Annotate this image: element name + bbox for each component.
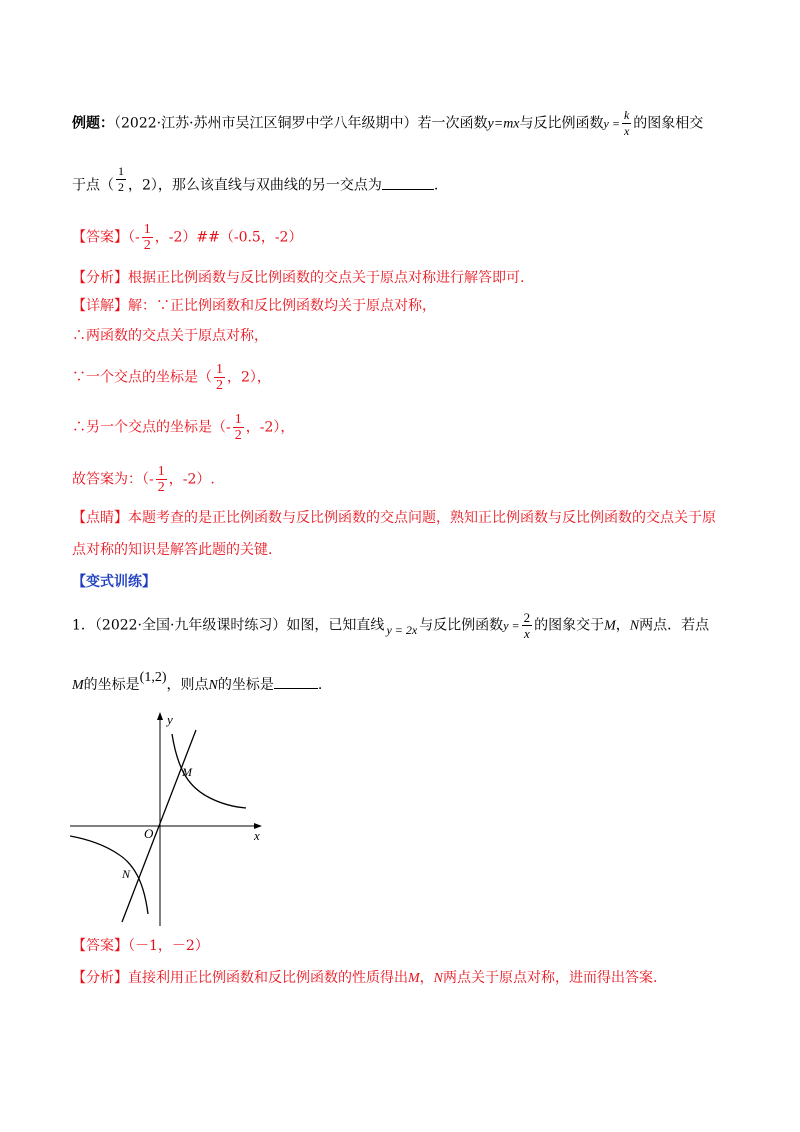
answer-fraction: $\frac{1}{2}$ <box>143 222 151 253</box>
analysis2-line: 【分析】直接利用正比例函数和反比例函数的性质得出M，N两点关于原点对称，进而得出答案. <box>72 970 658 986</box>
hyperbola-branch-2 <box>70 836 148 914</box>
analysis-tag: 【分析】 <box>72 270 128 286</box>
point-n-label: N <box>122 867 131 881</box>
answer-line: 【答案】（- $\frac{1}{2}$ ，-2）##（-0.5，-2） <box>72 222 303 253</box>
example-mid: 与反比例函数 <box>519 115 604 132</box>
function-graph <box>70 710 270 926</box>
detail-line-1: 【详解】解：∵正比例函数和反比例函数均关于原点对称， <box>72 298 436 314</box>
example-linear-func: y=mx <box>487 116 520 132</box>
answer-tag: 【答案】 <box>72 229 128 246</box>
example-label: 例题： <box>72 115 114 132</box>
example-source: （2022·江苏·苏州市吴江区铜罗中学八年级期中）若一次函数 <box>114 115 488 132</box>
variant-heading: 【变式训练】 <box>72 574 156 590</box>
detail-tag: 【详解】 <box>72 298 128 314</box>
variant-question-line-2: M的坐标是(1,2)，则点N的坐标是 . <box>72 670 323 693</box>
comment-line-2: 点对称的知识是解答此题的关键. <box>72 542 273 558</box>
answer2-tag: 【答案】 <box>72 938 128 954</box>
analysis2-tag: 【分析】 <box>72 970 128 986</box>
comment-line-1: 【点睛】本题考查的是正比例函数与反比例函数的交点问题，熟知正比例函数与反比例函数的交点关于原 <box>72 510 716 526</box>
detail-line-5: 故答案为：（- $\frac{1}{2}$ ，-2）. <box>72 464 215 495</box>
example-k-over-x: $\frac{k}{x}$ <box>623 108 630 138</box>
example-line-1: 例题：（2022·江苏·苏州市吴江区铜罗中学八年级期中）若一次函数y=mx与反比例函数y = $\frac{k}{x}$ 的图象相交 <box>72 108 704 138</box>
example-line-2: 于点（ $\frac{1}{2}$ ，2），那么该直线与双曲线的另一交点为 . <box>72 164 439 194</box>
origin-label: O <box>144 826 154 841</box>
detail-line-2: ∴两函数的交点关于原点对称， <box>72 328 268 344</box>
comment-tag: 【点睛】 <box>72 510 128 526</box>
answer2-line: 【答案】（－1，－2） <box>72 938 209 954</box>
point-m-label: M <box>182 765 192 779</box>
example-tail: 的图象相交 <box>633 115 704 132</box>
x-label: x <box>254 828 260 843</box>
two-over-x-fraction: $\frac{2}{x}$ <box>523 610 531 641</box>
y-label: y <box>167 712 173 727</box>
detail-line-4: ∴另一个交点的坐标是（- $\frac{1}{2}$ ，-2）， <box>72 412 295 443</box>
variant-question-line-1: 1．（2022·全国·九年级课时练习）如图，已知直线 y = 2x 与反比例函数y = $\frac{2}{x}$ 的图象交于M，N两点．若点 <box>72 610 710 641</box>
analysis-line: 【分析】根据正比例函数与反比例函数的交点关于原点对称进行解答即可. <box>72 270 525 286</box>
example-point-fraction: $\frac{1}{2}$ <box>118 164 124 194</box>
answer-blank-2[interactable] <box>274 674 318 689</box>
answer-blank[interactable] <box>382 175 434 190</box>
y-axis-arrow <box>157 712 163 720</box>
detail-line-3: ∵一个交点的坐标是（ $\frac{1}{2}$ ，2）， <box>72 362 271 393</box>
